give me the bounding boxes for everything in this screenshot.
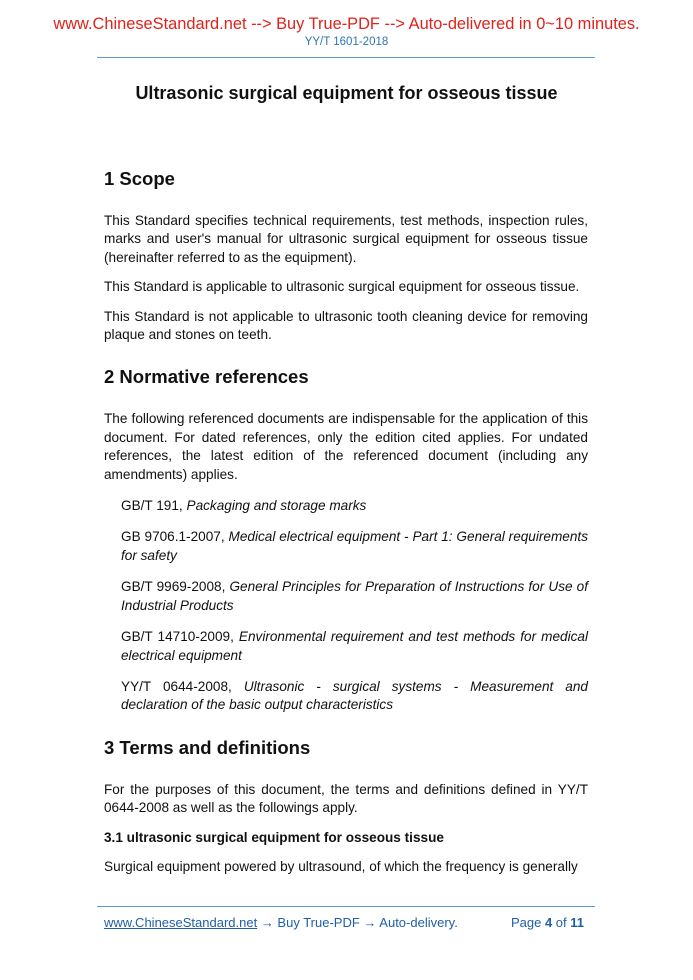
terms-intro: For the purposes of this document, the terms and definitions defined in YY/T 0644-2008 as well as the followings apply. — [104, 781, 588, 816]
reference-title: Ultrasonic - surgical systems - Measurement and declaration of the basic output characteristics — [121, 678, 588, 713]
section-3-heading: 3 Terms and definitions — [104, 736, 311, 758]
document-title: Ultrasonic surgical equipment for osseous tissue — [135, 83, 558, 103]
reference-item — [104, 628, 588, 665]
reference-code: GB/T 9969-2008, — [121, 579, 230, 595]
section-1-heading: 1 Scope — [104, 168, 175, 189]
header-divider — [97, 57, 595, 58]
promo-banner[interactable]: www.ChineseStandard.net --> Buy True-PDF --> Auto-delivered in 0~10 minutes. — [53, 15, 640, 33]
document-body — [104, 166, 588, 876]
reference-title: Environmental requirement and test methods for medical electrical equipment — [121, 629, 588, 663]
term-3-1-definition: Surgical equipment powered by ultrasound, of which the frequency is generally — [104, 858, 578, 874]
reference-code: GB/T 14710-2009, — [121, 629, 239, 645]
section-2-heading: 2 Normative references — [104, 366, 309, 388]
reference-title: General Principles for Preparation of Instructions for Use of Industrial Products — [121, 579, 588, 613]
reference-item — [104, 497, 588, 515]
references-intro: The following referenced documents are indispensable for the application of this document. For dated references, only the edition cited applies. For undated references, the latest edition of the referenced document (including any amendments) applies. — [104, 411, 588, 482]
reference-code: GB 9706.1-2007, — [121, 529, 229, 545]
reference-item — [104, 528, 588, 565]
standard-code: YY/T 1601-2018 — [304, 36, 389, 48]
term-3-1-heading: 3.1 ultrasonic surgical equipment for osseous tissue — [104, 829, 444, 845]
reference-item — [104, 678, 588, 715]
reference-item — [104, 578, 588, 615]
footer-divider — [97, 906, 595, 907]
page-number: Page 4 of 11 — [510, 915, 584, 930]
footer-site-link[interactable]: www.ChineseStandard.net — [104, 915, 258, 930]
scope-paragraph-2: This Standard is applicable to ultrasonic surgical equipment for osseous tissue. — [104, 279, 580, 295]
scope-paragraph-1: This Standard specifies technical requirements, test methods, inspection rules, marks and user's manual for ultrasonic surgical equipment for osseous tissue (hereinafter referred to as the equipment). — [104, 213, 588, 265]
page-footer — [104, 915, 588, 931]
reference-title: Medical electrical equipment - Part 1: General requirements for safety — [121, 529, 588, 563]
scope-paragraph-3: This Standard is not applicable to ultrasonic tooth cleaning device for removing plaque and stones on teeth. — [104, 308, 588, 343]
reference-code: GB/T 191, — [121, 498, 187, 514]
reference-title: Packaging and storage marks — [186, 498, 367, 514]
footer-promo-text: → Buy True-PDF → Auto-delivery. — [257, 915, 458, 930]
reference-code: YY/T 0644-2008, — [121, 678, 244, 694]
